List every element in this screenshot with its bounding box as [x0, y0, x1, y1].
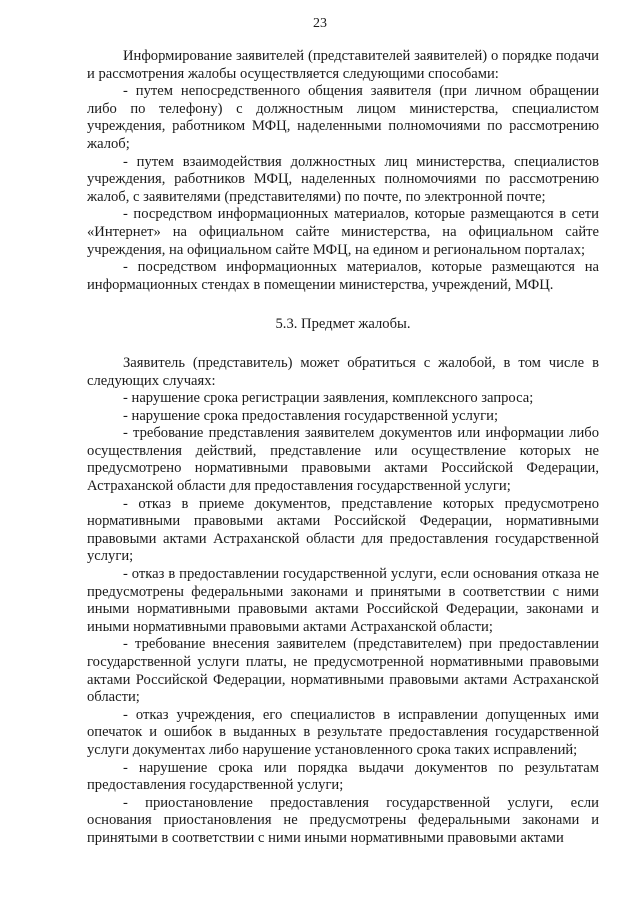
section-paragraph: - требование внесения заявителем (представителем) при предоставлении государственной услуги платы, не предусмотренной нормативными правовыми актами Российской Федерации, нормативными правовыми актами Астраханской области; [87, 636, 599, 706]
section-heading: 5.3. Предмет жалобы. [275, 316, 411, 333]
section-paragraph: - требование представления заявителем документов или информации либо осуществления действий, представление или осуществление которых не предусмотрено нормативными правовыми актами Российской Федерации, Астраханской области для предоставления государственной услуги; [87, 425, 599, 495]
section-paragraph: - отказ в приеме документов, представление которых предусмотрено нормативными правовыми актами Российской Федерации, нормативными правовыми актами Астраханской области для предоставления государственной услуги; [87, 495, 599, 565]
section-paragraph: - отказ в предоставлении государственной услуги, если основания отказа не предусмотрены федеральными законами и принятыми в соответствии с ними иными нормативными правовыми актами Российской Федерации, законами и иными нормативными правовыми актами Астраханской области; [87, 566, 599, 635]
section-paragraph: - отказ учреждения, его специалистов в исправлении допущенных ими опечаток и ошибок в выданных в результате предоставления государственной услуги документах либо нарушение установленного срока таких исправлений; [87, 706, 599, 758]
section-paragraph: - приостановление предоставления государственной услуги, если основания приостановления не предусмотрены федеральными законами и принятыми в соответствии с ними иными нормативными правовыми актами [87, 794, 599, 846]
section-paragraph: - нарушение срока регистрации заявления, комплексного запроса; [123, 390, 534, 407]
intro-paragraph: - посредством информационных материалов, которые размещаются в сети «Интернет» на официальном сайте министерства, на официальном сайте учреждения, на официальном сайте МФЦ, на едином и региональном порталах; [87, 206, 599, 258]
intro-paragraph: - путем непосредственного общения заявителя (при личном обращении либо по телефону) с должностным лицом министерства, специалистом учреждения, работником МФЦ, наделенными полномочиями по рассмотрению жалоб; [87, 83, 599, 152]
section-paragraph: - нарушение срока или порядка выдачи документов по результатам предоставления государственной услуги; [87, 759, 599, 794]
intro-paragraph: Информирование заявителей (представителей заявителей) о порядке подачи и рассмотрения жалобы осуществляется следующими способами: [87, 48, 599, 82]
intro-paragraph: - путем взаимодействия должностных лиц министерства, специалистов учреждения, работников МФЦ, наделенных полномочиями по рассмотрению жалоб, с заявителями (представителями) по почте, по электронной почте; [87, 153, 599, 205]
document-body [87, 48, 599, 848]
page-number: 23 [313, 16, 327, 31]
intro-paragraph: - посредством информационных материалов, которые размещаются на информационных стендах в помещении министерства, учреждений, МФЦ. [87, 259, 599, 293]
section-paragraph: Заявитель (представитель) может обратиться с жалобой, в том числе в следующих случаях: [87, 354, 599, 389]
section-paragraph: - нарушение срока предоставления государственной услуги; [123, 407, 499, 424]
